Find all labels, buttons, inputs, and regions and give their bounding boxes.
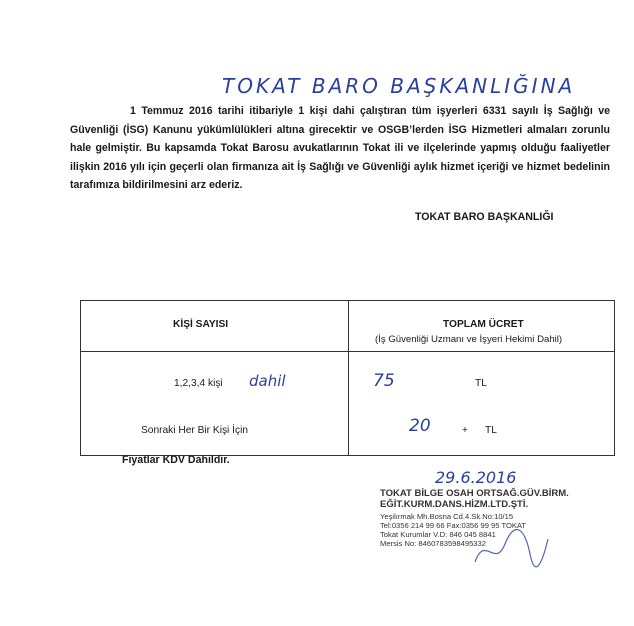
row-currency: TL: [475, 378, 487, 389]
stamp-line: Tel:0356 214 99 66 Fax:0356 99 95 TOKAT: [380, 521, 527, 530]
stamp-line: EĞİT.KURM.DANS.HİZM.LTD.ŞTİ.: [380, 499, 529, 510]
row-price: 75: [373, 371, 395, 391]
col-header-kisi-sayisi: KİŞİ SAYISI: [173, 319, 229, 330]
handwritten-note: dahil: [249, 372, 286, 390]
row-label: Sonraki Her Bir Kişi İçin: [141, 425, 248, 436]
stamp-line: Tokat Kurumlar V.D: 846 045 8841: [380, 530, 496, 539]
table-column-divider: [348, 301, 349, 455]
col-subheader: (İş Güvenliği Uzmanı ve İşyeri Hekimi Dahil): [375, 334, 563, 345]
row-label: 1,2,3,4 kişi: [174, 378, 223, 389]
stamp-line: TOKAT BİLGE OSAH ORTSAĞ.GÜV.BİRM.: [380, 488, 569, 499]
handwritten-date: 29.6.2016: [435, 468, 517, 487]
price-table: [80, 300, 615, 456]
row-currency: TL: [485, 425, 497, 436]
stamp-line: Mersis No: 8460783598495332: [380, 539, 486, 548]
signature-scribble: [470, 524, 550, 574]
stamp-line: Yeşilırmak Mh.Bosna Cd.4.Sk.No:10/15: [380, 512, 514, 521]
col-header-toplam-ucret: TOPLAM ÜCRET: [443, 319, 524, 330]
company-stamp: [380, 468, 580, 548]
body-paragraph: 1 Temmuz 2016 tarihi itibariyle 1 kişi dahi çalıştıran tüm işyerleri 6331 sayılı İş Sağlığı ve Güvenliği (İSG) Kanunu yükümlülükleri altına girecektir ve OSGB’lerden İSG Hizmetleri almaları zorunlu hale gelmiştir. Bu kapsamda Tokat Barosu avukatlarının Tokat ili ve ilçelerinde yapmış olduğu faaliyetler ilişkin 2016 yılı için geçerli olan firmanıza ait İş Sağlığı ve Güvenliği aylık hizmet içeriği ve hizmet bedelinin tarafımıza bildirilmesini arz ederiz.: [70, 105, 610, 192]
vat-note: Fiyatlar KDV Dahildir.: [122, 454, 230, 466]
signoff: TOKAT BARO BAŞKANLIĞI: [415, 211, 554, 223]
row-plus: +: [462, 425, 468, 436]
table-header-divider: [81, 351, 614, 352]
row-price: 20: [409, 416, 431, 436]
handwritten-heading: TOKAT BARO BAŞKANLIĞINA: [222, 74, 576, 98]
